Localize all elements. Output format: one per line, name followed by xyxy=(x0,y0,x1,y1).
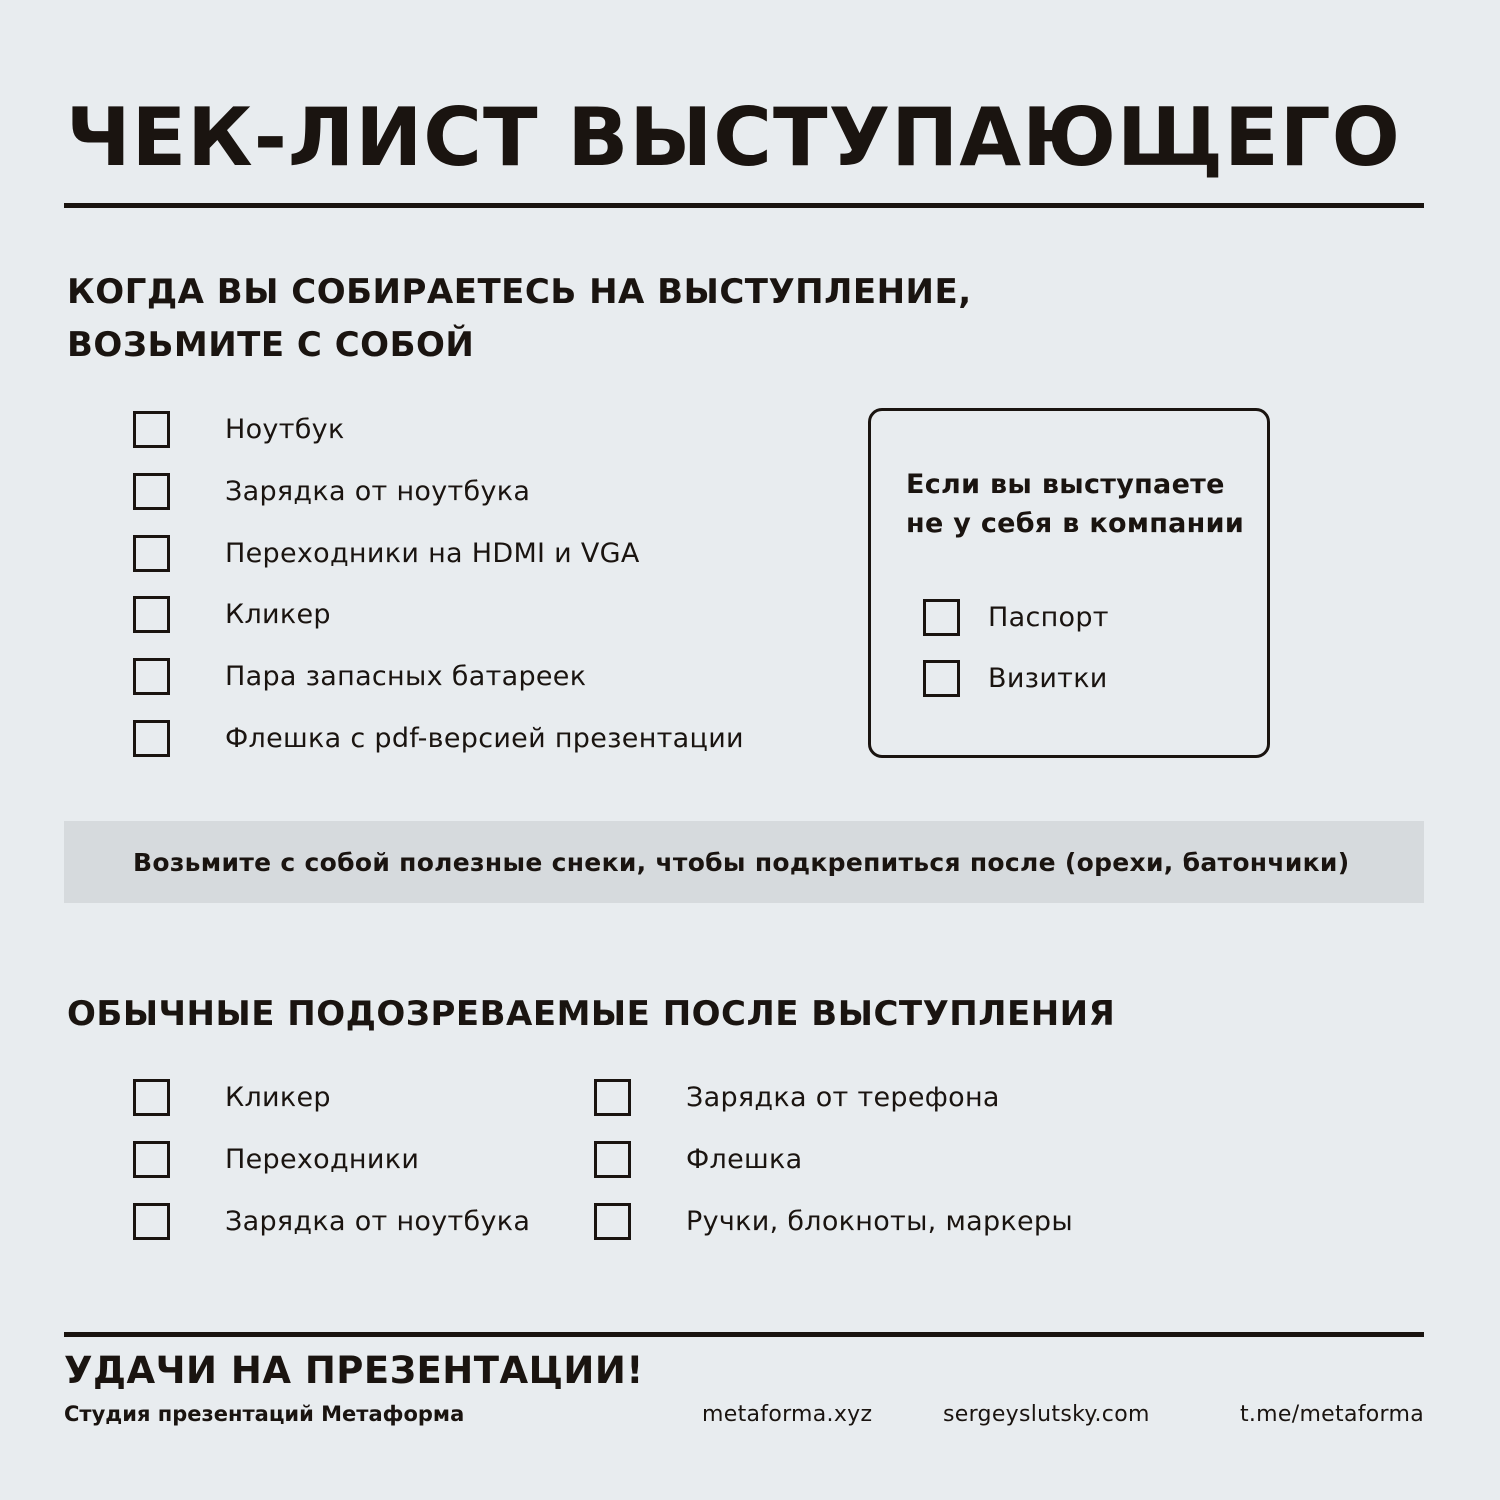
checkbox[interactable] xyxy=(133,720,170,757)
checklist-item-label: Ручки, блокноты, маркеры xyxy=(686,1205,1073,1237)
section-before-heading xyxy=(67,266,972,372)
checkbox[interactable] xyxy=(133,658,170,695)
after-item-phone-charger[interactable] xyxy=(594,1072,1000,1122)
after-item-laptop-charger[interactable] xyxy=(133,1196,530,1246)
checklist-item-label: Переходники xyxy=(225,1143,420,1175)
checkbox[interactable] xyxy=(923,599,960,636)
away-from-office-box xyxy=(868,408,1270,758)
checklist-item-label: Визитки xyxy=(988,662,1108,694)
checkbox[interactable] xyxy=(594,1203,631,1240)
section-after-heading: ОБЫЧНЫЕ ПОДОЗРЕВАЕМЫЕ ПОСЛЕ ВЫСТУПЛЕНИЯ xyxy=(67,994,1116,1034)
checkbox[interactable] xyxy=(133,1203,170,1240)
after-item-stationery[interactable] xyxy=(594,1196,1073,1246)
footer-studio-name: Студия презентаций Метаформа xyxy=(64,1402,465,1426)
footer-title: УДАЧИ НА ПРЕЗЕНТАЦИИ! xyxy=(64,1349,644,1392)
checkbox[interactable] xyxy=(923,660,960,697)
after-item-adapters[interactable] xyxy=(133,1134,419,1184)
checklist-item-label: Флешка xyxy=(686,1143,803,1175)
checkbox[interactable] xyxy=(594,1141,631,1178)
section-before-heading-line1: КОГДА ВЫ СОБИРАЕТЕСЬ НА ВЫСТУПЛЕНИЕ, xyxy=(67,272,972,312)
checkbox[interactable] xyxy=(133,535,170,572)
checklist-item-label: Ноутбук xyxy=(225,413,345,445)
checklist-item-adapters[interactable] xyxy=(133,528,640,578)
after-item-usb-drive[interactable] xyxy=(594,1134,802,1184)
footer-link-website[interactable]: metaforma.xyz xyxy=(702,1402,873,1427)
checklist-item-label: Зарядка от ноутбука xyxy=(225,1205,531,1237)
checklist-item-business-cards[interactable] xyxy=(923,653,1108,703)
away-box-title-line2: не у себя в компании xyxy=(906,508,1245,539)
checklist-item-laptop-charger[interactable] xyxy=(133,466,530,516)
checkbox[interactable] xyxy=(594,1079,631,1116)
away-box-title xyxy=(906,465,1244,543)
section-before-heading-line2: ВОЗЬМИТЕ С СОБОЙ xyxy=(67,325,475,365)
after-item-clicker[interactable] xyxy=(133,1072,331,1122)
checklist-item-usb-pdf[interactable] xyxy=(133,713,744,763)
checkbox[interactable] xyxy=(133,596,170,633)
checklist-item-label: Паспорт xyxy=(988,601,1109,633)
checklist-item-label: Кликер xyxy=(225,1081,331,1113)
checklist-item-label: Переходники на HDMI и VGA xyxy=(225,537,640,569)
snacks-tip-text: Возьмите с собой полезные снеки, чтобы подкрепиться после (орехи, батончики) xyxy=(133,847,1350,877)
checklist-item-batteries[interactable] xyxy=(133,651,586,701)
snacks-tip-banner xyxy=(64,821,1424,903)
checklist-item-label: Зарядка от терефона xyxy=(686,1081,1000,1113)
checklist-item-label: Пара запасных батареек xyxy=(225,660,587,692)
checkbox[interactable] xyxy=(133,1079,170,1116)
title-divider xyxy=(64,203,1424,208)
away-box-title-line1: Если вы выступаете xyxy=(906,469,1225,500)
checklist-item-notebook[interactable] xyxy=(133,404,345,454)
checklist-item-passport[interactable] xyxy=(923,592,1109,642)
checklist-item-label: Флешка с pdf-версией презентации xyxy=(225,722,744,754)
footer-link-telegram[interactable]: t.me/metaforma xyxy=(1239,1402,1424,1427)
footer-divider xyxy=(64,1332,1424,1337)
checkbox[interactable] xyxy=(133,1141,170,1178)
checkbox[interactable] xyxy=(133,473,170,510)
checklist-item-label: Кликер xyxy=(225,598,331,630)
footer-link-personal-site[interactable]: sergeyslutsky.com xyxy=(943,1402,1150,1427)
page-title: ЧЕК-ЛИСТ ВЫСТУПАЮЩЕГО xyxy=(66,91,1401,184)
checkbox[interactable] xyxy=(133,411,170,448)
checklist-item-clicker[interactable] xyxy=(133,589,331,639)
checklist-item-label: Зарядка от ноутбука xyxy=(225,475,531,507)
